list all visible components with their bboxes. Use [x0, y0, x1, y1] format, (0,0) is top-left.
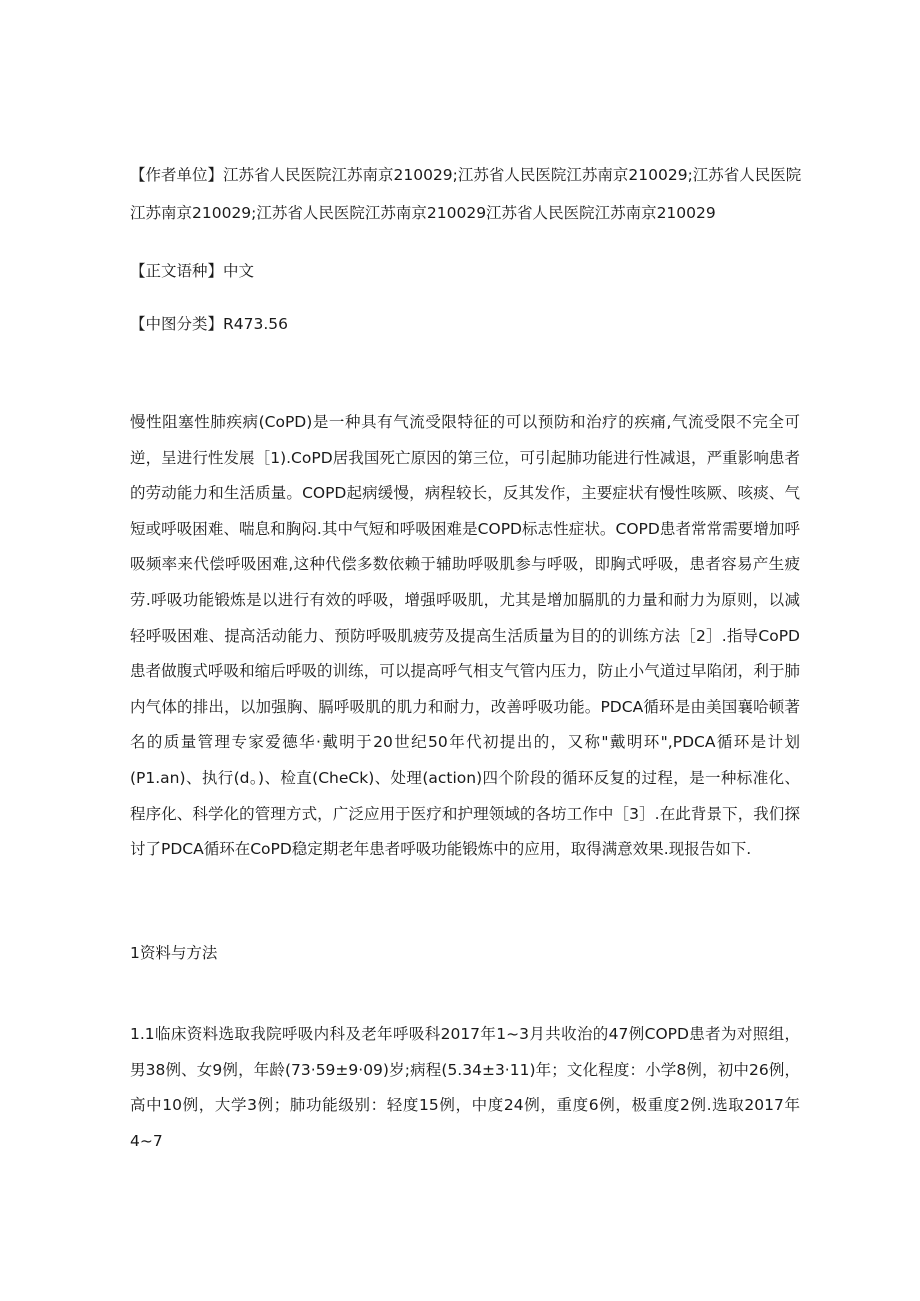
text-language: 【正文语种】中文	[130, 262, 255, 280]
section-heading: 1资料与方法	[130, 944, 218, 962]
author-affiliation: 【作者单位】江苏省人民医院江苏南京210029;江苏省人民医院江苏南京210029;江苏省人民医院江苏南京210029;江苏省人民医院江苏南京210029江苏省人民医院江苏南京210029	[130, 166, 802, 222]
classification-number: 【中图分类】R473.56	[130, 315, 289, 333]
intro-paragraph: 慢性阻塞性肺疾病(CoPD)是一种具有气流受限特征的可以预防和治疗的疾痛,气流受限不完全可逆，呈进行性发展［1).CoPD居我国死亡原因的第三位，可引起肺功能进行性减退，严重影响患者的劳动能力和生活质量。COPD起病缓慢，病程较长，反其发作，主要症状有慢性咳厥、咳痰、气短或呼吸困难、喘息和胸闷.其中气短和呼吸困难是COPD标志性症状。COPD患者常常需要增加呼吸频率来代偿呼吸困难,这种代偿多数依赖于辅助呼吸肌参与呼吸，即胸式呼吸，患者容易产生疲劳.呼吸功能锻炼是以进行有效的呼吸，增强呼吸肌，尤其是增加膈肌的力量和耐力为原则，以减轻呼吸困难、提高活动能力、预防呼吸肌疲劳及提高生活质量为目的的训练方法［2］.指导CoPD患者做腹式呼吸和缩后呼吸的训练，可以提高呼气相支气管内压力，防止小气道过早陷闭，利于肺内气体的排出，以加强胸、膈呼吸肌的肌力和耐力，改善呼吸功能。PDCA循环是由美国襄哈顿著名的质量管理专家爱德华·戴明于20世纪50年代初提出的，又称"戴明环",PDCA循环是计划(P1.an)、执行(d。)、检直(CheCk)、处理(action)四个阶段的循环反复的过程，是一种标准化、程序化、科学化的管理方式，广泛应用于医疗和护理领域的各坊工作中［3］.在此背景下，我们探讨了PDCA循环在CoPD稳定期老年患者呼吸功能锻炼中的应用，取得满意效果.现报告如下.	[130, 413, 800, 859]
section-paragraph: 1.1临床资料选取我院呼吸内科及老年呼吸科2017年1~3月共收治的47例COPD患者为对照组，男38例、女9例，年龄(73·59±9·09)岁;病程(5.34±3·11)年；文化程度：小学8例，初中26例，高中10例，大学3例；肺功能级别：轻度15例，中度24例，重度6例，极重度2例.选取2017年4~7	[130, 1025, 800, 1150]
